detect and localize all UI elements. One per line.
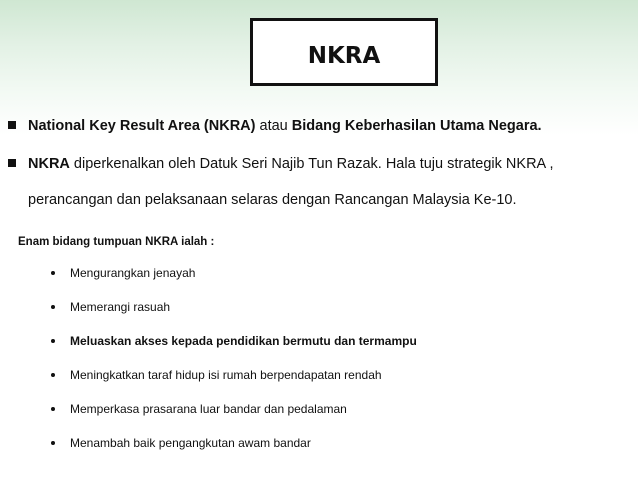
round-bullet-icon bbox=[51, 305, 55, 309]
focus-area-item bbox=[48, 296, 608, 330]
round-bullet-icon bbox=[51, 407, 55, 411]
main-bullet-list bbox=[8, 112, 628, 218]
round-bullet-icon bbox=[51, 339, 55, 343]
focus-area-text: Memerangi rasuah bbox=[70, 300, 171, 314]
square-bullet-icon bbox=[8, 121, 16, 129]
focus-area-text: Menambah baik pengangkutan awam bandar bbox=[70, 436, 311, 450]
nkra-acronym: NKRA bbox=[28, 156, 70, 172]
connector-text: atau bbox=[255, 118, 292, 134]
focus-area-text: Mengurangkan jenayah bbox=[70, 266, 196, 280]
malay-name: Bidang Keberhasilan Utama Negara. bbox=[291, 118, 542, 134]
slide-title: NKRA bbox=[307, 43, 381, 69]
focus-area-text: Meningkatkan taraf hidup isi rumah berpendapatan rendah bbox=[70, 368, 382, 382]
round-bullet-icon bbox=[51, 373, 55, 377]
round-bullet-icon bbox=[51, 441, 55, 445]
focus-area-item bbox=[48, 432, 608, 466]
square-bullet-icon bbox=[8, 159, 16, 167]
section-heading: Enam bidang tumpuan NKRA ialah : bbox=[18, 236, 215, 248]
bullet-nkra-introduction bbox=[8, 146, 628, 218]
nkra-full-name: National Key Result Area (NKRA) bbox=[28, 118, 256, 134]
focus-area-item bbox=[48, 262, 608, 296]
focus-area-item bbox=[48, 364, 608, 398]
introduction-text-line1: diperkenalkan oleh Datuk Seri Najib Tun Razak. Hala tuju strategik NKRA , bbox=[69, 156, 554, 172]
focus-area-text: Memperkasa prasarana luar bandar dan pedalaman bbox=[70, 402, 347, 416]
focus-area-item bbox=[48, 398, 608, 432]
introduction-text-line2: perancangan dan pelaksanaan selaras dengan Rancangan Malaysia Ke-10. bbox=[28, 192, 517, 208]
focus-area-text-highlighted: Meluaskan akses kepada pendidikan bermutu dan termampu bbox=[70, 334, 417, 348]
bullet-nkra-definition bbox=[8, 112, 628, 140]
focus-area-item bbox=[48, 330, 608, 364]
round-bullet-icon bbox=[51, 271, 55, 275]
title-box bbox=[250, 18, 438, 86]
focus-area-list bbox=[48, 262, 608, 466]
